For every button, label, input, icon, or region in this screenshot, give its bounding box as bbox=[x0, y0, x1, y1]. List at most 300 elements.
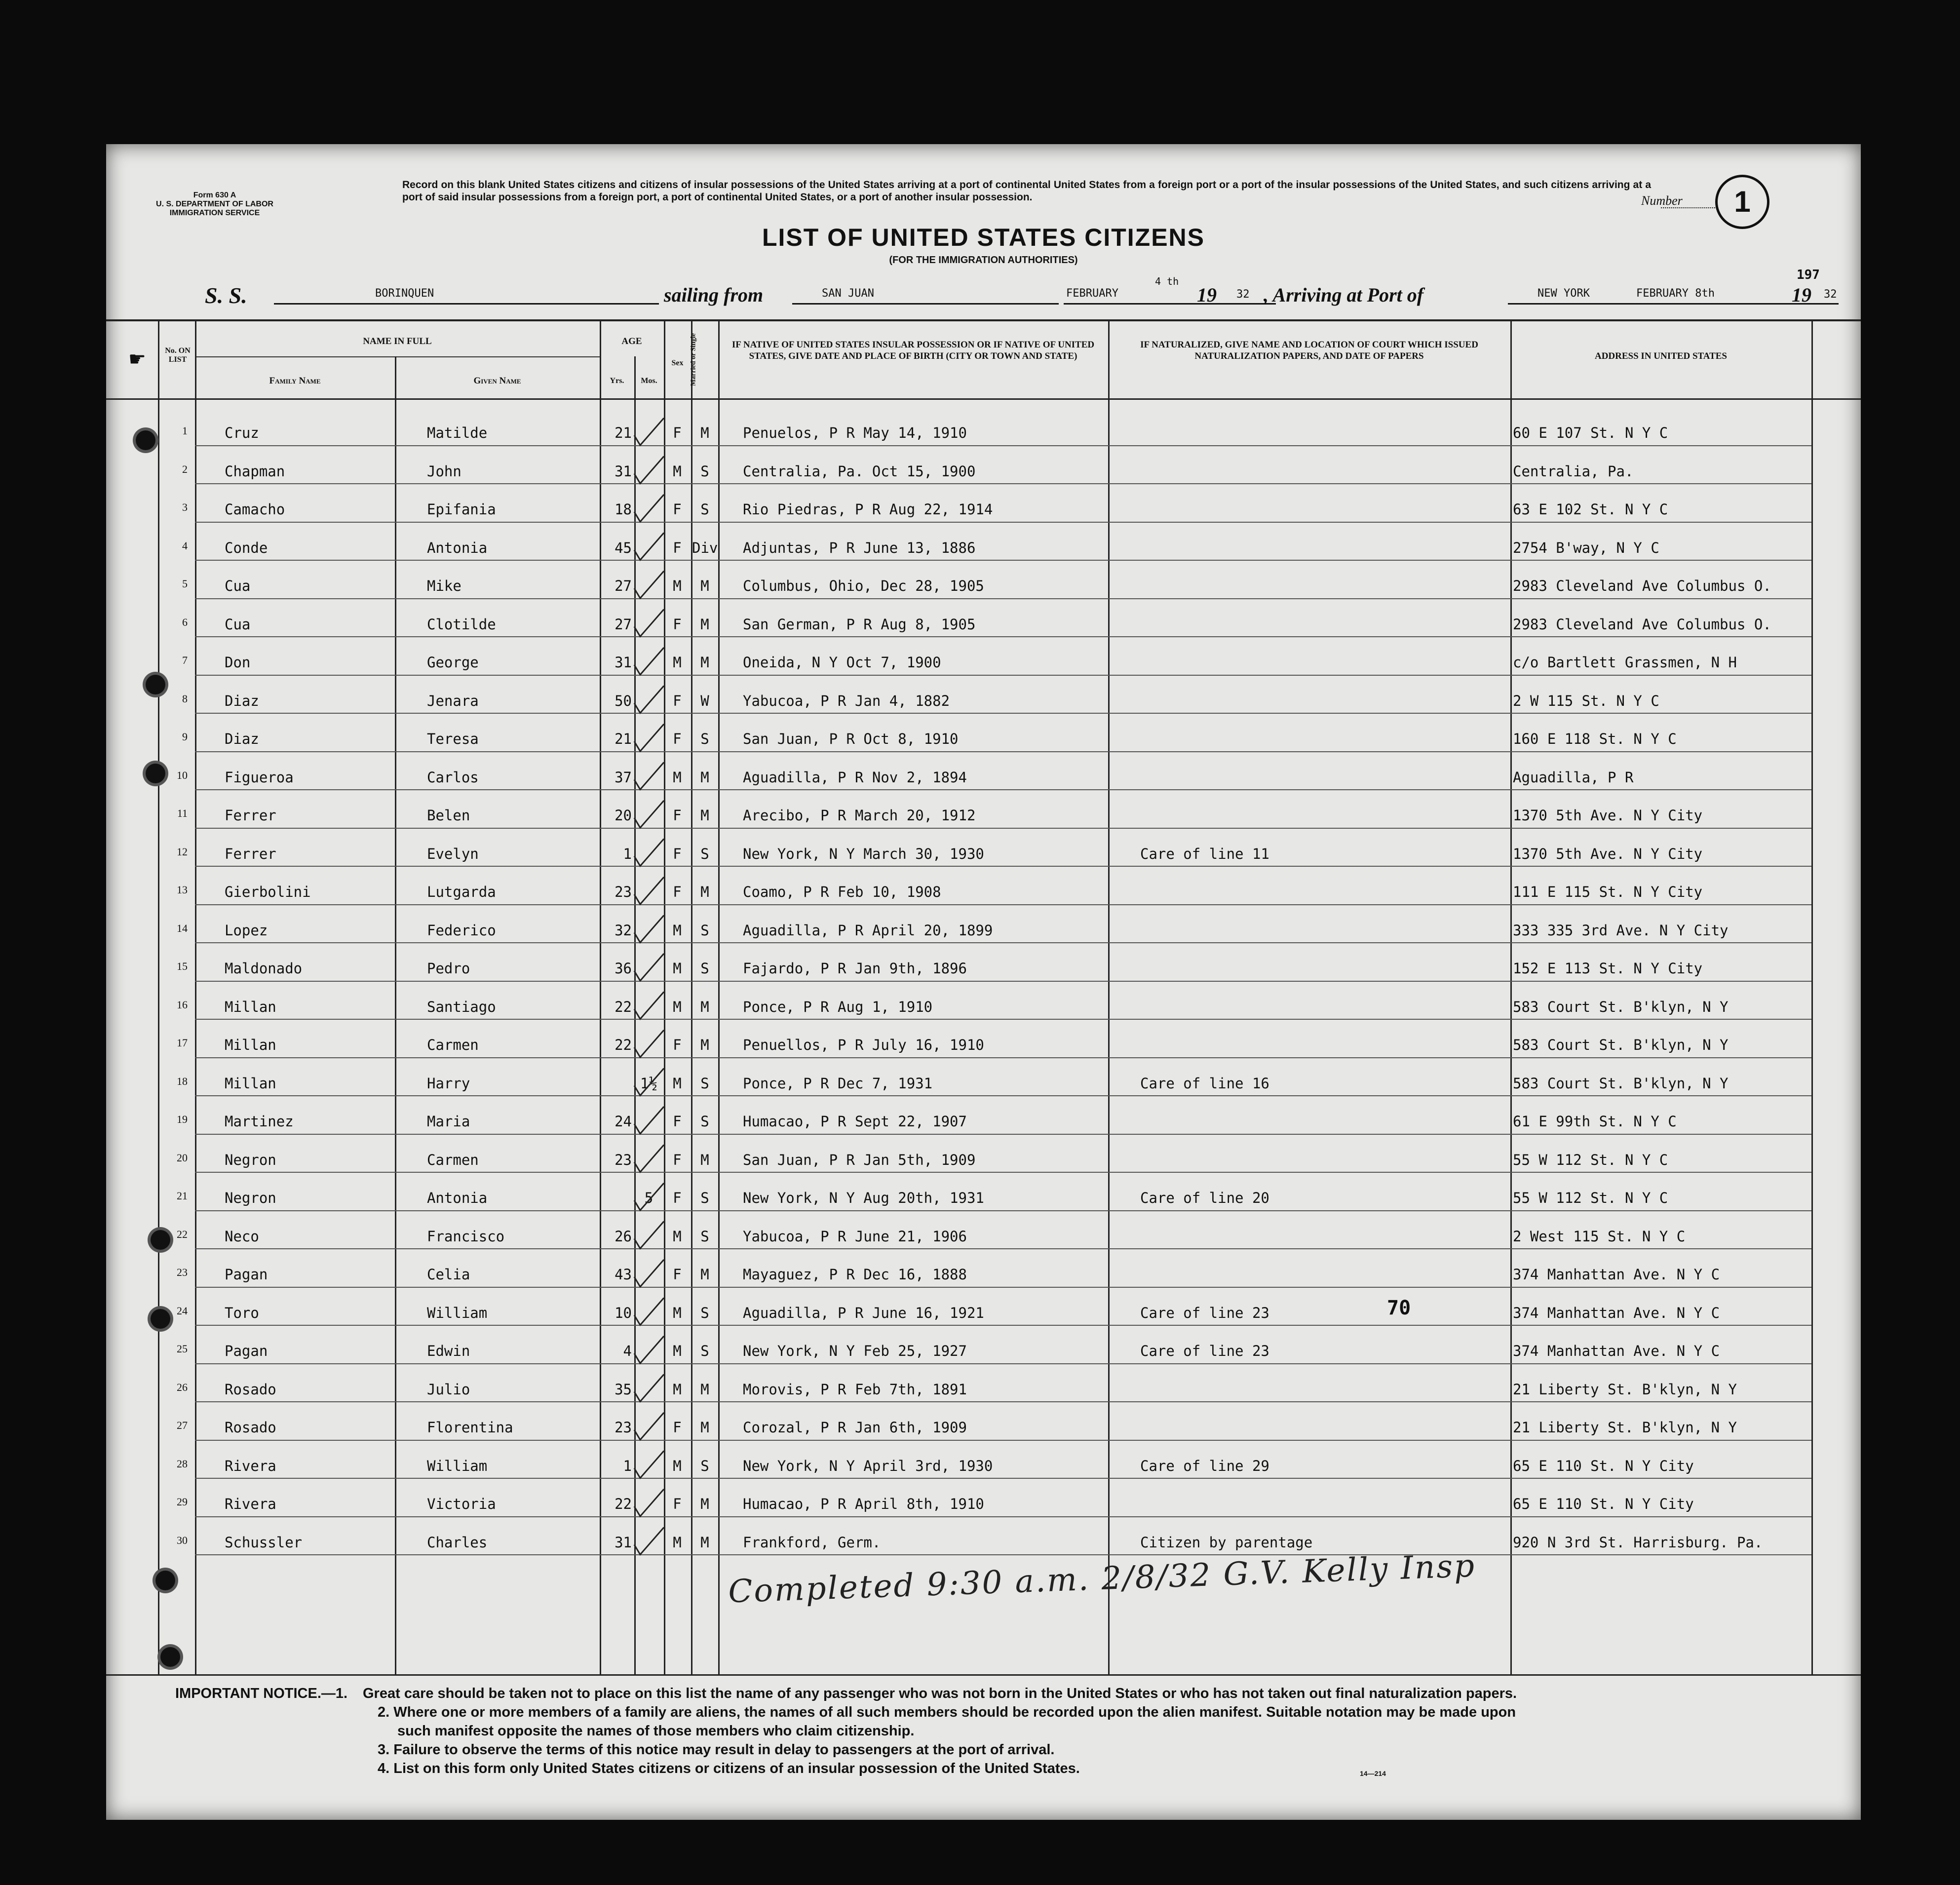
row-given: William bbox=[427, 1457, 488, 1474]
row-mos: 1½ bbox=[640, 1075, 657, 1092]
page-subtitle: (FOR THE IMMIGRATION AUTHORITIES) bbox=[889, 255, 1078, 266]
row-given: Carlos bbox=[427, 769, 479, 786]
col-divider-family bbox=[195, 319, 196, 1674]
row-yrs: 31 bbox=[615, 1534, 632, 1551]
check-mark bbox=[634, 648, 664, 675]
row-family: Negron bbox=[225, 1190, 276, 1206]
row-yrs: 20 bbox=[615, 807, 632, 824]
row-birth: Yabucoa, P R Jan 4, 1882 bbox=[743, 692, 950, 709]
row-ms: S bbox=[700, 1190, 709, 1206]
row-given: Francisco bbox=[427, 1228, 505, 1245]
row-birth: Rio Piedras, P R Aug 22, 1914 bbox=[743, 501, 993, 518]
row-birth: New York, N Y March 30, 1930 bbox=[743, 845, 984, 862]
row-no: 25 bbox=[177, 1343, 188, 1355]
row-family: Martinez bbox=[225, 1113, 294, 1130]
sailing-label: sailing from bbox=[664, 284, 764, 306]
punch-hole bbox=[160, 1647, 180, 1667]
row-no: 10 bbox=[177, 769, 188, 781]
row-rule bbox=[195, 675, 1811, 676]
row-ms: M bbox=[700, 1266, 709, 1283]
row-ms: S bbox=[700, 922, 709, 939]
row-no: 9 bbox=[182, 731, 188, 743]
row-no: 5 bbox=[182, 577, 188, 590]
row-no: 20 bbox=[177, 1151, 188, 1164]
row-sex: F bbox=[673, 1496, 682, 1512]
row-birth: New York, N Y Feb 25, 1927 bbox=[743, 1343, 967, 1359]
row-yrs: 1 bbox=[623, 1457, 632, 1474]
row-given: Epifania bbox=[427, 501, 496, 518]
row-yrs: 4 bbox=[623, 1343, 632, 1359]
row-nat: Citizen by parentage bbox=[1140, 1534, 1313, 1551]
row-birth: Aguadilla, P R June 16, 1921 bbox=[743, 1304, 984, 1321]
row-family: Schussler bbox=[225, 1534, 303, 1551]
row-given: Maria bbox=[427, 1113, 470, 1130]
row-rule bbox=[195, 1019, 1811, 1020]
row-given: Santiago bbox=[427, 998, 496, 1015]
row-no: 7 bbox=[182, 654, 188, 666]
row-sex: M bbox=[673, 1228, 682, 1245]
row-addr: 21 Liberty St. B'klyn, N Y bbox=[1513, 1381, 1737, 1398]
row-sex: F bbox=[673, 884, 682, 900]
row-rule bbox=[195, 598, 1811, 599]
row-family: Neco bbox=[225, 1228, 259, 1245]
row-given: Harry bbox=[427, 1075, 470, 1092]
row-no: 2 bbox=[182, 462, 188, 475]
row-birth: Yabucoa, P R June 21, 1906 bbox=[743, 1228, 967, 1245]
row-family: Rosado bbox=[225, 1381, 276, 1398]
check-mark bbox=[634, 1528, 664, 1555]
row-addr: 583 Court St. B'klyn, N Y bbox=[1513, 1037, 1729, 1053]
row-addr: 2 W 115 St. N Y C bbox=[1513, 692, 1659, 709]
row-no: 11 bbox=[177, 807, 188, 819]
row-sex: M bbox=[673, 1343, 682, 1359]
table-top-border bbox=[106, 319, 1861, 321]
row-given: Federico bbox=[427, 922, 496, 939]
row-family: Rivera bbox=[225, 1457, 276, 1474]
row-family: Millan bbox=[225, 998, 276, 1015]
ss-label: S. S. bbox=[205, 283, 247, 308]
check-mark bbox=[634, 571, 664, 598]
row-yrs: 27 bbox=[615, 616, 632, 633]
row-addr: 2983 Cleveland Ave Columbus O. bbox=[1513, 616, 1771, 633]
row-yrs: 45 bbox=[615, 539, 632, 556]
row-yrs: 22 bbox=[615, 998, 632, 1015]
row-sex: F bbox=[673, 616, 682, 633]
row-rule bbox=[195, 1325, 1811, 1326]
row-addr: 374 Manhattan Ave. N Y C bbox=[1513, 1266, 1720, 1283]
col-divider-given bbox=[395, 356, 396, 1674]
notice-item-3: 3. Failure to observe the terms of this notice may result in delay to passengers at the port of arrival. bbox=[378, 1742, 1055, 1758]
row-given: Julio bbox=[427, 1381, 470, 1398]
row-given: Teresa bbox=[427, 731, 479, 747]
row-nat: Care of line 29 bbox=[1140, 1457, 1269, 1474]
row-given: Pedro bbox=[427, 960, 470, 977]
row-birth: Frankford, Germ. bbox=[743, 1534, 881, 1551]
row-nat: Care of line 23 bbox=[1140, 1343, 1269, 1359]
row-rule bbox=[195, 636, 1811, 637]
row-ms: S bbox=[700, 845, 709, 862]
check-mark bbox=[634, 1069, 664, 1096]
header-yrs: Yrs. bbox=[610, 377, 624, 385]
row-family: Gierbolini bbox=[225, 884, 311, 900]
row-ms: M bbox=[700, 1151, 709, 1168]
row-family: Conde bbox=[225, 539, 268, 556]
row-birth: San Juan, P R Oct 8, 1910 bbox=[743, 731, 959, 747]
row-yrs: 50 bbox=[615, 692, 632, 709]
row-no: 29 bbox=[177, 1496, 188, 1508]
row-family: Negron bbox=[225, 1151, 276, 1168]
row-ms: S bbox=[700, 1304, 709, 1321]
row-rule bbox=[195, 1095, 1811, 1096]
row-ms: M bbox=[700, 1037, 709, 1053]
row-birth: Columbus, Ohio, Dec 28, 1905 bbox=[743, 577, 984, 594]
row-mos: 5 bbox=[644, 1190, 653, 1206]
row-addr: Aguadilla, P R bbox=[1513, 769, 1634, 786]
row-family: Rivera bbox=[225, 1496, 276, 1512]
row-ms: S bbox=[700, 1343, 709, 1359]
row-addr: 374 Manhattan Ave. N Y C bbox=[1513, 1343, 1720, 1359]
pointing-hand-icon: ☛ bbox=[128, 348, 146, 370]
row-yrs: 35 bbox=[615, 1381, 632, 1398]
header-married-single: Married or Single bbox=[690, 333, 697, 386]
row-given: Edwin bbox=[427, 1343, 470, 1359]
print-code: 14—214 bbox=[1360, 1770, 1386, 1777]
row-no: 22 bbox=[177, 1228, 188, 1240]
punch-hole bbox=[136, 430, 155, 450]
row-addr: 60 E 107 St. N Y C bbox=[1513, 424, 1668, 441]
col-divider-no bbox=[158, 319, 159, 1674]
row-sex: M bbox=[673, 1381, 682, 1398]
row-yrs: 21 bbox=[615, 424, 632, 441]
row-yrs: 21 bbox=[615, 731, 632, 747]
row-addr: 374 Manhattan Ave. N Y C bbox=[1513, 1304, 1720, 1321]
row-given: Belen bbox=[427, 807, 470, 824]
row-given: George bbox=[427, 654, 479, 671]
header-name-in-full: NAME IN FULL bbox=[363, 336, 432, 346]
row-yrs: 24 bbox=[615, 1113, 632, 1130]
row-birth: San German, P R Aug 8, 1905 bbox=[743, 616, 976, 633]
manifest-page bbox=[106, 144, 1861, 1820]
row-sex: F bbox=[673, 731, 682, 747]
col-divider-birth bbox=[718, 319, 720, 1674]
row-birth: Centralia, Pa. Oct 15, 1900 bbox=[743, 462, 976, 480]
row-sex: F bbox=[673, 1419, 682, 1436]
notice-item-1: Great care should be taken not to place on this list the name of any passenger who was not born in the United States or who has not taken out final naturalization papers. bbox=[363, 1686, 1517, 1701]
year-prefix: 19 bbox=[1197, 284, 1217, 306]
row-ms: M bbox=[700, 424, 709, 441]
page-title: LIST OF UNITED STATES CITIZENS bbox=[762, 224, 1205, 251]
row-sex: M bbox=[673, 769, 682, 786]
ship-name: BORINQUEN bbox=[375, 287, 434, 300]
punch-hole bbox=[155, 1571, 175, 1590]
row-family: Maldonado bbox=[225, 960, 303, 977]
row-given: Jenara bbox=[427, 692, 479, 709]
notice-item-2b: such manifest opposite the names of those members who claim citizenship. bbox=[397, 1723, 915, 1739]
row-addr: 55 W 112 St. N Y C bbox=[1513, 1190, 1668, 1206]
row-ms: M bbox=[700, 998, 709, 1015]
row-sex: M bbox=[673, 462, 682, 480]
notice-item-2a: 2. Where one or more members of a family are aliens, the names of all such members should be recorded upon the alien manifest. Suitable notation may be made upon bbox=[378, 1704, 1516, 1720]
sailing-year: 32 bbox=[1236, 288, 1250, 301]
row-no: 14 bbox=[177, 922, 188, 934]
row-addr: 1370 5th Ave. N Y City bbox=[1513, 807, 1703, 824]
row-rule bbox=[195, 445, 1811, 446]
row-addr: 1370 5th Ave. N Y City bbox=[1513, 845, 1703, 862]
row-rule bbox=[195, 981, 1811, 982]
row-ms: S bbox=[700, 462, 709, 480]
row-no: 21 bbox=[177, 1190, 188, 1202]
row-addr: 65 E 110 St. N Y City bbox=[1513, 1457, 1694, 1474]
row-sex: F bbox=[673, 1037, 682, 1053]
row-addr: 583 Court St. B'klyn, N Y bbox=[1513, 998, 1729, 1015]
row-yrs: 36 bbox=[615, 960, 632, 977]
row-no: 30 bbox=[177, 1534, 188, 1546]
table-bottom-border bbox=[106, 1674, 1861, 1676]
row-addr: 21 Liberty St. B'klyn, N Y bbox=[1513, 1419, 1737, 1436]
row-no: 15 bbox=[177, 960, 188, 972]
row-sex: M bbox=[673, 577, 682, 594]
row-yrs: 32 bbox=[615, 922, 632, 939]
row-birth: Coamo, P R Feb 10, 1908 bbox=[743, 884, 941, 900]
arrival-date: FEBRUARY 8th bbox=[1636, 287, 1715, 300]
row-ms: Div bbox=[692, 539, 718, 556]
row-nat: Care of line 20 bbox=[1140, 1190, 1269, 1206]
row-rule bbox=[195, 789, 1811, 790]
row-nat: Care of line 11 bbox=[1140, 845, 1269, 862]
row-ms: S bbox=[700, 1228, 709, 1245]
number-label: Number bbox=[1641, 193, 1683, 208]
row-sex: F bbox=[673, 1190, 682, 1206]
sailing-day: 4 th bbox=[1155, 275, 1179, 287]
row-no: 6 bbox=[182, 616, 188, 628]
row-birth: Penuelos, P R May 14, 1910 bbox=[743, 424, 967, 441]
row-addr: 2983 Cleveland Ave Columbus O. bbox=[1513, 577, 1771, 594]
row-rule bbox=[195, 1516, 1811, 1517]
row-addr: 63 E 102 St. N Y C bbox=[1513, 501, 1668, 518]
row-rule bbox=[195, 1134, 1811, 1135]
check-mark bbox=[634, 992, 664, 1019]
row-ms: S bbox=[700, 1457, 709, 1474]
row-addr: c/o Bartlett Grassmen, N H bbox=[1513, 654, 1737, 671]
row-ms: S bbox=[700, 960, 709, 977]
row-sex: M bbox=[673, 922, 682, 939]
check-mark bbox=[634, 916, 664, 943]
row-yrs: 37 bbox=[615, 769, 632, 786]
row-addr: 2 West 115 St. N Y C bbox=[1513, 1228, 1686, 1245]
check-mark bbox=[634, 1375, 664, 1402]
row-yrs: 10 bbox=[615, 1304, 632, 1321]
arrival-year-over: 197 bbox=[1797, 268, 1820, 282]
row-no: 4 bbox=[182, 539, 188, 552]
row-rule bbox=[195, 713, 1811, 714]
row-birth: Fajardo, P R Jan 9th, 1896 bbox=[743, 960, 967, 977]
check-mark bbox=[634, 877, 664, 904]
row-sex: F bbox=[673, 807, 682, 824]
row-family: Rosado bbox=[225, 1419, 276, 1436]
row-rule bbox=[195, 828, 1811, 829]
check-mark bbox=[634, 954, 664, 981]
row-family: Ferrer bbox=[225, 807, 276, 824]
row-yrs: 18 bbox=[615, 501, 632, 518]
row-sex: M bbox=[673, 998, 682, 1015]
punch-hole bbox=[146, 675, 165, 694]
arriving-label: , Arriving at Port of bbox=[1264, 284, 1424, 306]
row-sex: M bbox=[673, 960, 682, 977]
row-rule bbox=[195, 866, 1811, 867]
row-ms: M bbox=[700, 1381, 709, 1398]
row-addr: 333 335 3rd Ave. N Y City bbox=[1513, 922, 1729, 939]
row-family: Millan bbox=[225, 1037, 276, 1053]
row-sex: F bbox=[673, 692, 682, 709]
row-family: Cua bbox=[225, 577, 251, 594]
row-family: Cua bbox=[225, 616, 251, 633]
check-mark bbox=[634, 839, 664, 866]
row-birth: Morovis, P R Feb 7th, 1891 bbox=[743, 1381, 967, 1398]
row-nat: Care of line 16 bbox=[1140, 1075, 1269, 1092]
row-sex: F bbox=[673, 845, 682, 862]
handwritten-checks-icon bbox=[629, 401, 689, 1694]
row-family: Lopez bbox=[225, 922, 268, 939]
check-mark bbox=[634, 1222, 664, 1249]
row-rule bbox=[195, 1248, 1811, 1249]
row-rule bbox=[195, 751, 1811, 752]
row-birth: New York, N Y Aug 20th, 1931 bbox=[743, 1190, 984, 1206]
punch-hole bbox=[151, 1309, 170, 1329]
check-mark bbox=[634, 1030, 664, 1057]
check-mark bbox=[634, 1183, 664, 1210]
check-mark bbox=[634, 457, 664, 484]
row-family: Figueroa bbox=[225, 769, 294, 786]
col-divider-addr bbox=[1510, 319, 1512, 1674]
row-no: 24 bbox=[177, 1304, 188, 1317]
arrival-year-prefix: 19 bbox=[1792, 284, 1811, 306]
check-mark bbox=[634, 1451, 664, 1478]
row-no: 3 bbox=[182, 501, 188, 513]
row-yrs: 22 bbox=[615, 1496, 632, 1512]
important-notice bbox=[175, 1684, 1853, 1778]
row-ms: M bbox=[700, 1534, 709, 1551]
row-rule bbox=[195, 1172, 1811, 1173]
row-given: Celia bbox=[427, 1266, 470, 1283]
record-instructions: Record on this blank United States citizens and citizens of insular possessions of the United States arriving at a port of continental United States from a foreign port or a port of the insular possessions of the United States, and such citizens arriving at a port of said insular possessions from a foreign port, a port of continental United States, or a port of another insular possession. bbox=[402, 179, 1651, 203]
row-sex: M bbox=[673, 1075, 682, 1092]
row-rule bbox=[195, 1287, 1811, 1288]
row-ms: W bbox=[700, 692, 709, 709]
row-no: 28 bbox=[177, 1457, 188, 1470]
row-no: 16 bbox=[177, 998, 188, 1011]
row-given: John bbox=[427, 462, 461, 480]
row-no: 1 bbox=[182, 424, 188, 437]
number-line bbox=[1661, 207, 1715, 208]
row-birth: Mayaguez, P R Dec 16, 1888 bbox=[743, 1266, 967, 1283]
row-yrs: 23 bbox=[615, 1151, 632, 1168]
row-no: 13 bbox=[177, 884, 188, 896]
check-mark bbox=[634, 1489, 664, 1516]
row-no: 18 bbox=[177, 1075, 188, 1087]
row-rule bbox=[195, 1401, 1811, 1402]
header-mos: Mos. bbox=[641, 377, 657, 385]
check-mark bbox=[634, 1413, 664, 1440]
row-ms: S bbox=[700, 1113, 709, 1130]
row-ms: M bbox=[700, 1496, 709, 1512]
row-given: Matilde bbox=[427, 424, 488, 441]
row-yrs: 22 bbox=[615, 1037, 632, 1053]
row-no: 17 bbox=[177, 1037, 188, 1049]
col-divider-yrs bbox=[600, 319, 601, 1674]
row-birth: New York, N Y April 3rd, 1930 bbox=[743, 1457, 993, 1474]
page-number: 1 bbox=[1715, 175, 1769, 229]
row-addr: 152 E 113 St. N Y City bbox=[1513, 960, 1703, 977]
row-rule bbox=[195, 560, 1811, 561]
row-given: Antonia bbox=[427, 539, 488, 556]
header-given-name: Given Name bbox=[473, 376, 521, 386]
row-ms: M bbox=[700, 1419, 709, 1436]
completed-signature: Completed 9:30 a.m. 2/8/32 G.V. Kelly Insp bbox=[728, 1547, 1477, 1611]
row-family: Toro bbox=[225, 1304, 259, 1321]
notice-lead: IMPORTANT NOTICE.—1. bbox=[175, 1686, 348, 1701]
row-ms: M bbox=[700, 577, 709, 594]
row-rule bbox=[195, 483, 1811, 484]
row-addr: 65 E 110 St. N Y City bbox=[1513, 1496, 1694, 1512]
punch-hole bbox=[151, 1230, 170, 1250]
row-ms: M bbox=[700, 769, 709, 786]
row-rule bbox=[195, 1057, 1811, 1058]
row-family: Pagan bbox=[225, 1343, 268, 1359]
row-yrs: 1 bbox=[623, 845, 632, 862]
row-addr: 111 E 115 St. N Y City bbox=[1513, 884, 1703, 900]
row-family: Cruz bbox=[225, 424, 259, 441]
check-mark bbox=[634, 1336, 664, 1363]
row-birth: Corozal, P R Jan 6th, 1909 bbox=[743, 1419, 967, 1436]
row-rule bbox=[195, 1554, 1811, 1555]
col-divider-nat bbox=[1108, 319, 1110, 1674]
check-mark bbox=[634, 1145, 664, 1172]
row-no: 12 bbox=[177, 845, 188, 858]
row-birth: San Juan, P R Jan 5th, 1909 bbox=[743, 1151, 976, 1168]
row-rule bbox=[195, 1440, 1811, 1441]
check-mark bbox=[634, 801, 664, 828]
check-mark bbox=[634, 724, 664, 751]
row-given: Victoria bbox=[427, 1496, 496, 1512]
row-addr: 160 E 118 St. N Y C bbox=[1513, 731, 1677, 747]
row-given: Evelyn bbox=[427, 845, 479, 862]
arrival-port: NEW YORK bbox=[1537, 287, 1590, 300]
row-yrs: 23 bbox=[615, 884, 632, 900]
row-family: Chapman bbox=[225, 462, 285, 480]
header-family-name: Family Name bbox=[269, 376, 321, 386]
row-given: Antonia bbox=[427, 1190, 488, 1206]
header-naturalized: IF NATURALIZED, GIVE NAME AND LOCATION OF COURT WHICH ISSUED NATURALIZATION PAPERS, AND DATE OF PAPERS bbox=[1140, 340, 1478, 361]
row-sex: F bbox=[673, 539, 682, 556]
check-mark bbox=[634, 763, 664, 790]
check-mark bbox=[634, 495, 664, 522]
row-ms: M bbox=[700, 807, 709, 824]
row-nat: Care of line 23 bbox=[1140, 1304, 1269, 1321]
row-ms: S bbox=[700, 1075, 709, 1092]
row-ms: M bbox=[700, 616, 709, 633]
row-family: Diaz bbox=[225, 731, 259, 747]
ship-underline bbox=[274, 303, 659, 305]
check-mark bbox=[634, 610, 664, 637]
row-birth: Aguadilla, P R Nov 2, 1894 bbox=[743, 769, 967, 786]
row-ms: S bbox=[700, 501, 709, 518]
row-given: Charles bbox=[427, 1534, 488, 1551]
header-sex: Sex bbox=[671, 359, 684, 367]
row-family: Don bbox=[225, 654, 251, 671]
row-family: Diaz bbox=[225, 692, 259, 709]
row-addr: 920 N 3rd St. Harrisburg. Pa. bbox=[1513, 1534, 1763, 1551]
row-birth: Ponce, P R Aug 1, 1910 bbox=[743, 998, 933, 1015]
